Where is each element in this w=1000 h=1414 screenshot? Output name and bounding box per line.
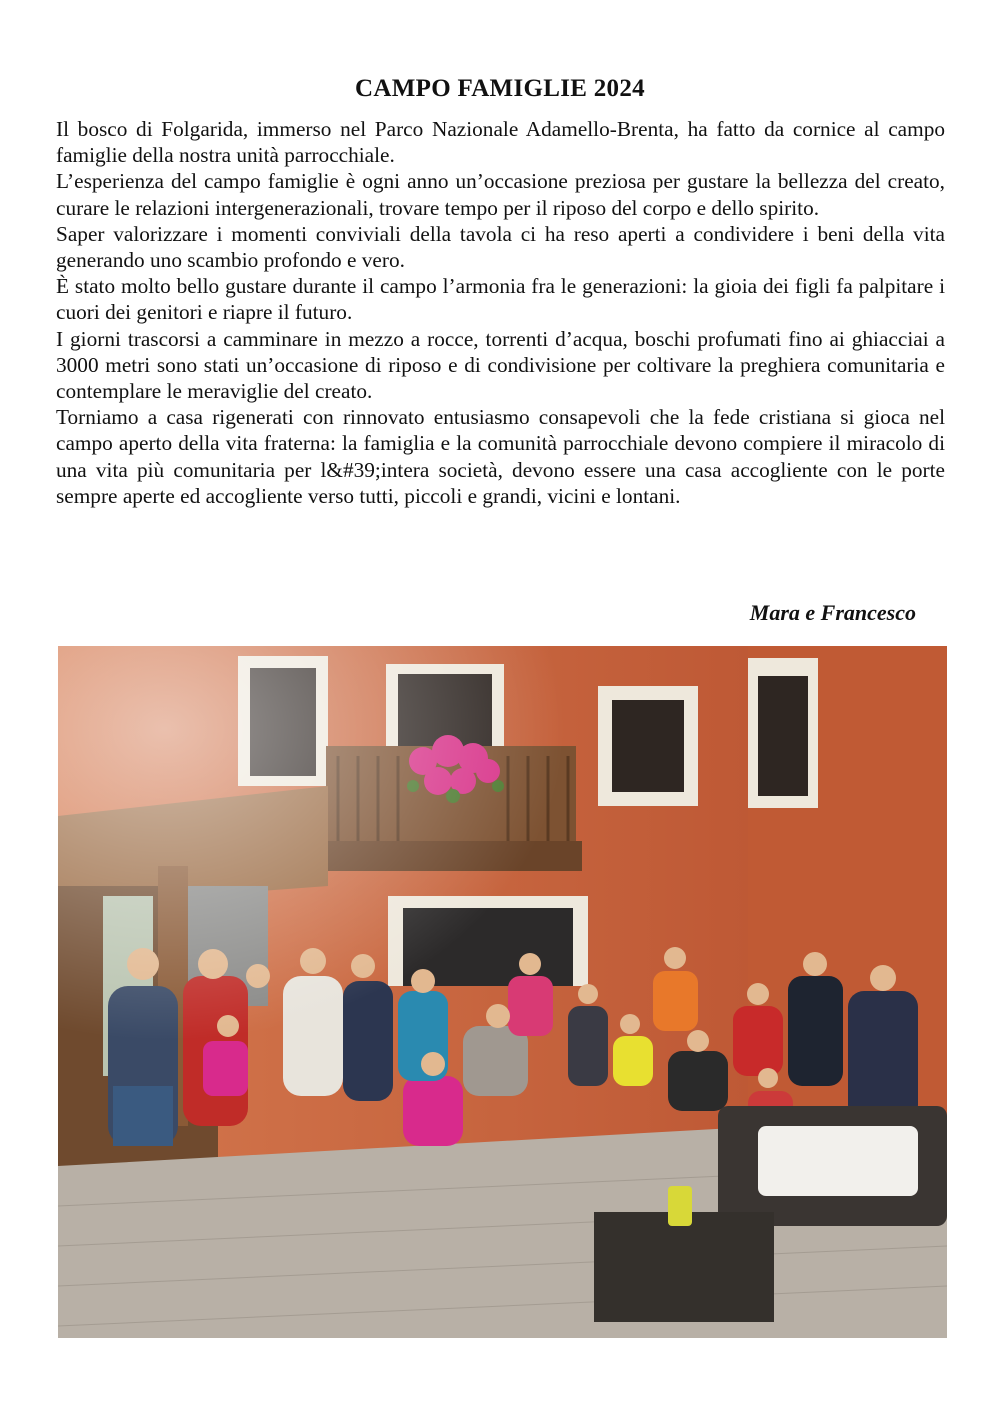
paragraph: È stato molto bello gustare durante il campo l’armonia fra le generazioni: la gioia dei figli fa palpitare i cuori dei genitori e riapre il futuro. — [56, 274, 945, 325]
article-body — [56, 116, 945, 509]
group-photo-illustration — [58, 646, 947, 1338]
paragraph: Saper valorizzare i momenti conviviali della tavola ci ha reso aperti a condividere i beni della vita generando uno scambio profondo e vero. — [56, 221, 945, 273]
group-photo — [58, 646, 947, 1338]
page-title: CAMPO FAMIGLIE 2024 — [355, 74, 645, 102]
signature: Mara e Francesco — [749, 600, 916, 625]
paragraph: Il bosco di Folgarida, immerso nel Parco Nazionale Adamello-Brenta, ha fatto da cornice al campo famiglie della nostra unità parrocchiale. — [56, 117, 945, 168]
paragraph: I giorni trascorsi a camminare in mezzo a rocce, torrenti d’acqua, boschi profumati fino ai ghiacciai a 3000 metri sono stati un’occasione di riposo e di condivisione per coltivare la preghiera comunitaria e contemplare le meraviglie del creato. — [56, 326, 945, 404]
paragraph: Torniamo a casa rigenerati con rinnovato entusiasmo consapevoli che la fede cristiana si gioca nel campo aperto della vita fraterna: la famiglia e la comunità parrocchiale devono compiere il miracolo di una vita più comunitaria per l&#39;intera società, devono essere una casa accogliente con le porte sempre aperte ed accogliente verso tutti, piccoli e grandi, vicini e lontani. — [56, 405, 945, 508]
paragraph: L’esperienza del campo famiglie è ogni anno un’occasione preziosa per gustare la bellezza del creato, curare le relazioni intergenerazionali, trovare tempo per il riposo del corpo e dello spirito. — [56, 169, 945, 220]
